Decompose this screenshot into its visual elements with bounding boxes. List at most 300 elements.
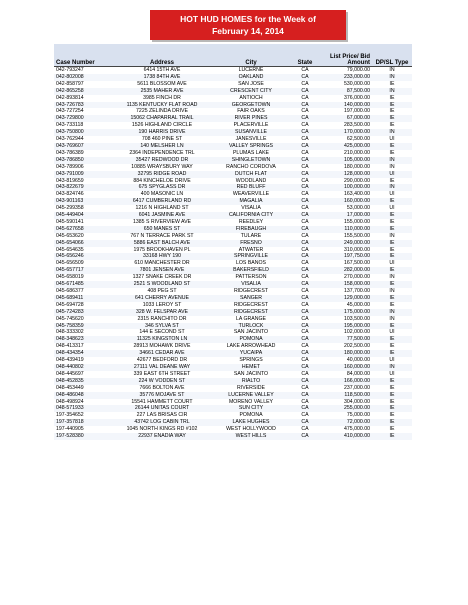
state-cell: CA [301,384,309,391]
table-row [54,150,412,157]
table-row [54,267,412,274]
address-cell: 1033 LEROY ST [142,301,182,308]
city-cell: VALLEY SPRINGS [210,143,292,150]
city-cell: VISALIA [210,281,292,288]
table-row [54,419,412,426]
type-cell: IE [389,384,395,391]
type-cell: IN [389,274,395,281]
type-cell: IE [372,226,412,233]
type-cell: IN [389,163,395,170]
header-state: State [292,44,318,67]
case-number-cell: 045-689411 [54,295,114,302]
case-number-cell: 048-413317 [56,343,84,350]
price-cell: 110,000.00 [318,226,372,233]
type-cell: UI [372,171,412,178]
state-cell: CA [292,226,318,233]
address-cell: 22937 ENADIA WAY [114,433,210,440]
price-cell: 160,000.00 [318,198,372,205]
address-cell: 610 MANCHESTER DR [134,260,190,267]
address-cell: 2315 RANCHITO DR [137,315,187,322]
price-cell: 84,000.00 [346,370,370,377]
city-cell: RIDGECREST [233,301,268,308]
address-cell: 339 EAST 6TH STREET [133,370,191,377]
state-cell: CA [301,246,309,253]
case-number-cell: 045-590141 [56,218,84,225]
city-cell: MAGALIA [210,198,292,205]
table-row [54,260,412,267]
type-cell: IE [389,108,395,115]
city-cell: SAN JACINTO [233,370,269,377]
address-cell: 1135 KENTUCKY FLAT ROAD [114,102,210,109]
case-number-cell: 043-819659 [56,177,84,184]
city-cell: JANESVILLE [235,136,267,143]
city-cell: POMONA [210,336,292,343]
address-cell: 35776 MOJAVE ST [114,392,210,399]
city-cell: PLUMAS LAKE [232,149,270,156]
case-number-cell: 045-656509 [56,260,84,267]
case-number-cell: 045-653620 [56,232,84,239]
price-cell: 155,500.00 [344,232,370,239]
city-cell: GEORGETOWN [210,102,292,109]
header-list-price: List Price/ Bid Amount [318,44,372,67]
type-cell: IN [389,288,395,294]
city-cell: RIDGECREST [233,288,268,294]
table-row [54,329,412,336]
address-cell: 7225 ZELINDA DRIVE [136,108,188,115]
state-cell: CA [301,191,309,198]
table-row [54,316,412,323]
type-cell: IE [372,253,412,260]
table-row [54,67,412,74]
city-cell: TURLOCK [210,323,292,330]
table-row [54,171,412,178]
case-number-cell: 045-627658 [54,226,114,233]
city-cell: ATWATER [238,246,264,253]
address-cell: 1045 NORTH KINGS RD #102 [126,426,198,433]
state-cell: CA [292,240,318,247]
hud-homes-table [54,44,412,440]
city-cell: LUCERNE [238,67,264,73]
city-cell: FAIR OAKS [237,108,265,115]
case-number-cell: 043-769607 [54,143,114,150]
type-cell: IE [372,433,412,440]
type-cell: IE [389,94,395,101]
type-cell: IN [389,232,395,239]
address-cell: 328 W. FELSPAR AVE [114,309,210,316]
table-row [54,385,412,392]
table-row [54,323,412,330]
table-row [54,426,412,433]
address-cell: 15062 CHAPARRAL TRAIL [114,115,210,122]
state-cell: CA [292,419,318,426]
state-cell: CA [301,343,309,350]
state-cell: CA [301,67,309,73]
type-cell: IE [389,218,395,225]
address-cell: 140 MELSHER LN [114,143,210,150]
state-cell: CA [301,108,309,115]
price-cell: 202,500.00 [344,343,370,350]
type-cell: IE [372,323,412,330]
case-number-cell: 048-486048 [54,392,114,399]
type-cell: IE [372,336,412,343]
state-cell: CA [292,143,318,150]
price-cell: 118,500.00 [318,392,372,399]
case-number-cell: 043-727254 [56,108,84,115]
state-cell: CA [292,433,318,440]
table-row [54,219,412,226]
state-cell: CA [292,392,318,399]
state-cell: CA [292,295,318,302]
case-number-cell: 197-357818 [54,419,114,426]
address-cell: 2521 S WOODLAND ST [114,281,210,288]
type-cell: IE [372,295,412,302]
case-number-cell: 043-789906 [56,163,84,170]
table-row [54,247,412,254]
address-cell: 2364 INDEPENDENCE TRL [129,149,195,156]
type-cell: IE [389,343,395,350]
type-cell: IE [372,419,412,426]
price-cell: 180,000.00 [344,163,370,170]
price-cell: 233,000.00 [318,74,372,81]
state-cell: CA [301,94,309,101]
type-cell: IE [372,378,412,385]
table-row [54,136,412,143]
city-cell: LAKE ARROWHEAD [226,343,276,350]
state-cell: CA [292,74,318,81]
city-cell: PATTERSON [235,274,267,281]
state-cell: CA [292,88,318,95]
case-number-cell: 042-865258 [54,88,114,95]
type-cell: IE [372,240,412,247]
address-cell: 1385 S RIVERVIEW AVE [132,218,192,225]
state-cell: CA [301,329,309,336]
case-number-cell: 043-786389 [56,149,84,156]
city-cell: YUCAIPA [210,350,292,357]
address-cell: 28913 MOHAWK DRIVE [133,343,191,350]
state-cell: CA [301,136,309,143]
type-cell: IE [389,398,395,405]
state-cell: CA [301,398,309,405]
table-row [54,95,412,102]
price-cell: 290,000.00 [344,177,370,184]
price-cell: 137,700.00 [344,288,370,294]
state-cell: CA [301,288,309,294]
price-cell: 72,000.00 [318,419,372,426]
case-number-cell: 045-299358 [56,205,84,212]
price-cell: 530,000.00 [344,80,370,87]
table-header-row [54,44,412,67]
table-row [54,184,412,191]
state-cell: CA [292,171,318,178]
address-cell: 1738 84TH AVE [114,74,210,81]
case-number-cell: 045-694728 [56,301,84,308]
case-number-cell: 045-654066 [54,240,114,247]
price-cell: 128,000.00 [318,171,372,178]
address-cell: 34661 CEDAR AVE [114,350,210,357]
address-cell: 1216 N HIGHLAND ST [135,205,189,212]
case-number-cell: 045-745620 [56,315,84,322]
address-cell: 1526 HIGHLAND CIRCLE [131,122,193,129]
address-cell: 2535 MAHER AVE [114,88,210,95]
price-cell: 170,000.00 [318,129,372,136]
table-row [54,364,412,371]
address-cell: 27111 VAL DEANE WAY [114,364,210,371]
price-cell: 158,000.00 [318,281,372,288]
type-cell: IE [389,301,395,308]
price-cell: 237,000.00 [344,384,370,391]
case-number-cell: 045-656246 [54,253,114,260]
case-number-cell: 045-724283 [54,309,114,316]
table-row [54,233,412,240]
price-cell: 255,000.00 [318,405,372,412]
price-cell: 376,000.00 [344,94,370,101]
address-cell: 224 W VODDEN ST [114,378,210,385]
address-cell: 767 N TERRACE PARK ST [130,232,194,239]
address-cell: 35427 REDWOOD DR [114,157,210,164]
type-cell: IN [389,315,395,322]
type-cell: IN [372,129,412,136]
case-number-cell: 043-733118 [56,122,84,129]
table-row [54,143,412,150]
address-cell: 884 KINCHELOE DRIVE [133,177,191,184]
address-cell: 144 E SECOND ST [139,329,185,336]
case-number-cell: 045-658019 [56,274,84,281]
header-type: DP/SL Type [372,44,412,67]
table-row [54,350,412,357]
city-cell: RED BLUFF [210,184,292,191]
case-number-cell: 042-893814 [56,94,84,101]
table-row [54,129,412,136]
price-cell: 163,400.00 [344,191,370,198]
case-number-cell: 043-901163 [54,198,114,205]
type-cell: IN [372,184,412,191]
case-number-cell: 048-439419 [56,357,84,364]
table-row [54,336,412,343]
table-row [54,108,412,115]
type-cell: UI [389,357,395,364]
case-number-cell: 043-786850 [54,157,114,164]
type-cell: IE [389,149,395,156]
type-cell: UI [389,205,395,212]
price-cell: 140,000.00 [318,102,372,109]
type-cell: IN [372,88,412,95]
address-cell: 43742 LOG CABIN TRL [114,419,210,426]
city-cell: FRESNO [210,240,292,247]
price-cell: 197,000.00 [344,108,370,115]
type-cell: UI [389,260,395,267]
price-cell: 62,500.00 [346,136,370,143]
case-number-cell: 197-440905 [56,426,84,433]
city-cell: SPRINGVILLE [210,253,292,260]
case-number-cell: 043-762944 [56,136,84,143]
type-cell: IE [389,246,395,253]
price-cell: 102,000.00 [344,329,370,336]
state-cell: CA [301,412,309,419]
state-cell: CA [301,426,309,433]
table-row [54,253,412,260]
type-cell: IE [372,198,412,205]
city-cell: POMONA [239,412,263,419]
case-number-cell: 042-858797 [56,80,84,87]
city-cell: VISALIA [241,205,261,212]
type-cell: IE [372,212,412,219]
address-cell: 7801 JENSEN AVE [114,267,210,274]
table-row [54,102,412,109]
state-cell: CA [292,198,318,205]
price-cell: 475,000.00 [344,426,370,433]
city-cell: CRESCENT CITY [210,88,292,95]
table-row [54,274,412,281]
price-cell: 40,000.00 [346,357,370,364]
type-cell: IN [372,364,412,371]
header-address: Address [114,44,210,67]
state-cell: CA [292,157,318,164]
city-cell: LAKE HUGHES [210,419,292,426]
case-number-cell: 043-729800 [54,115,114,122]
price-cell: 17,000.00 [318,212,372,219]
table-row [54,226,412,233]
table-row [54,295,412,302]
city-cell: RIVER PINES [210,115,292,122]
state-cell: CA [292,253,318,260]
case-number-cell: 045-686377 [56,288,84,294]
address-cell: 26144 UNITAS COURT [114,405,210,412]
case-number-cell: 043-726783 [54,102,114,109]
table-row [54,81,412,88]
state-cell: CA [292,281,318,288]
case-number-cell: 042-793247 [56,67,84,73]
city-cell: SANGER [210,295,292,302]
case-number-cell: 197-528380 [54,433,114,440]
table-row [54,281,412,288]
city-cell: RIVERSIDE [237,384,265,391]
case-number-cell: 045-758359 [54,323,114,330]
city-cell: ANTIOCH [239,94,263,101]
city-cell: SAN JACINTO [233,329,269,336]
state-cell: CA [292,378,318,385]
type-cell: IE [389,177,395,184]
address-cell: 400 MASONIC LN [140,191,184,198]
table-row [54,240,412,247]
state-cell: CA [301,232,309,239]
price-cell: 87,500.00 [318,88,372,95]
address-cell: 6417 CUMBERLAND RD [114,198,210,205]
type-cell: IE [372,405,412,412]
price-cell: 53,000.00 [346,205,370,212]
table-row [54,288,412,295]
state-cell: CA [292,336,318,343]
city-cell: FIREBAUGH [210,226,292,233]
case-number-cell: 048-348623 [54,336,114,343]
case-number-cell: 197-354652 [56,412,84,419]
state-cell: CA [301,274,309,281]
case-number-cell: 048-434354 [54,350,114,357]
address-cell: 1327 SNAKE CREEK DR [132,274,192,281]
city-cell: RANCHO CORDOVA [226,163,276,170]
city-cell: RIALTO [210,378,292,385]
price-cell: 180,000.00 [318,350,372,357]
table-row [54,122,412,129]
case-number-cell: 048-333302 [56,329,84,336]
city-cell: LA GRANGE [236,315,266,322]
state-cell: CA [292,267,318,274]
type-cell: IE [389,426,395,433]
state-cell: CA [301,260,309,267]
table-row [54,433,412,440]
city-cell: SHINGLETOWN [210,157,292,164]
city-cell: WEAVERVILLE [232,191,270,198]
page-title-line-2: February 14, 2014 [212,26,284,36]
case-number-cell: 048-445697 [56,370,84,377]
table-row [54,205,412,212]
case-number-cell: 048-498924 [56,398,84,405]
table-row [54,115,412,122]
state-cell: CA [301,357,309,364]
type-cell: IN [372,74,412,81]
table-row [54,405,412,412]
table-row [54,343,412,350]
state-cell: CA [301,80,309,87]
type-cell: IE [389,412,395,419]
price-cell: 310,000.00 [344,246,370,253]
table-row [54,357,412,364]
table-row [54,198,412,205]
type-cell: IE [372,281,412,288]
state-cell: CA [301,122,309,129]
city-cell: DUTCH FLAT [210,171,292,178]
price-cell: 77,500.00 [318,336,372,343]
case-number-cell: 048-452835 [54,378,114,385]
price-cell: 105,000.00 [318,157,372,164]
table-row [54,302,412,309]
price-cell: 197,750.00 [318,253,372,260]
case-number-cell: 048-453449 [56,384,84,391]
address-cell: 675 SPYGLASS DR [114,184,210,191]
price-cell: 79,000.00 [346,67,370,73]
type-cell: IE [372,115,412,122]
case-number-cell: 043-750800 [54,129,114,136]
address-cell: 6041 JASMINE AVE [114,212,210,219]
table-row [54,309,412,316]
address-cell: 7666 BOLTON AVE [139,384,185,391]
table-row [54,392,412,399]
state-cell: CA [301,205,309,212]
address-cell: 32795 RIDGE ROAD [114,171,210,178]
page-title-line-1: HOT HUD HOMES for the Week of [180,14,316,24]
address-cell: 708 460 PINE ST [141,136,183,143]
city-cell: OAKLAND [210,74,292,81]
address-cell: 1975 BROOKHAVEN PL [133,246,191,253]
state-cell: CA [292,323,318,330]
address-cell: 227 LAS BRISAS CIR [136,412,188,419]
city-cell: SUN CITY [210,405,292,412]
state-cell: CA [292,184,318,191]
city-cell: CALIFORNIA CITY [210,212,292,219]
state-cell: CA [292,115,318,122]
city-cell: LOS BANOS [236,260,266,267]
table-row [54,212,412,219]
price-cell: 195,000.00 [318,323,372,330]
table-row [54,88,412,95]
state-cell: CA [301,301,309,308]
state-cell: CA [301,218,309,225]
price-cell: 304,000.00 [344,398,370,405]
price-cell: 45,000.00 [346,301,370,308]
type-cell: IE [372,267,412,274]
case-number-cell: 048-440802 [54,364,114,371]
header-city: City [210,44,292,67]
city-cell: LUCERNE VALLEY [210,392,292,399]
